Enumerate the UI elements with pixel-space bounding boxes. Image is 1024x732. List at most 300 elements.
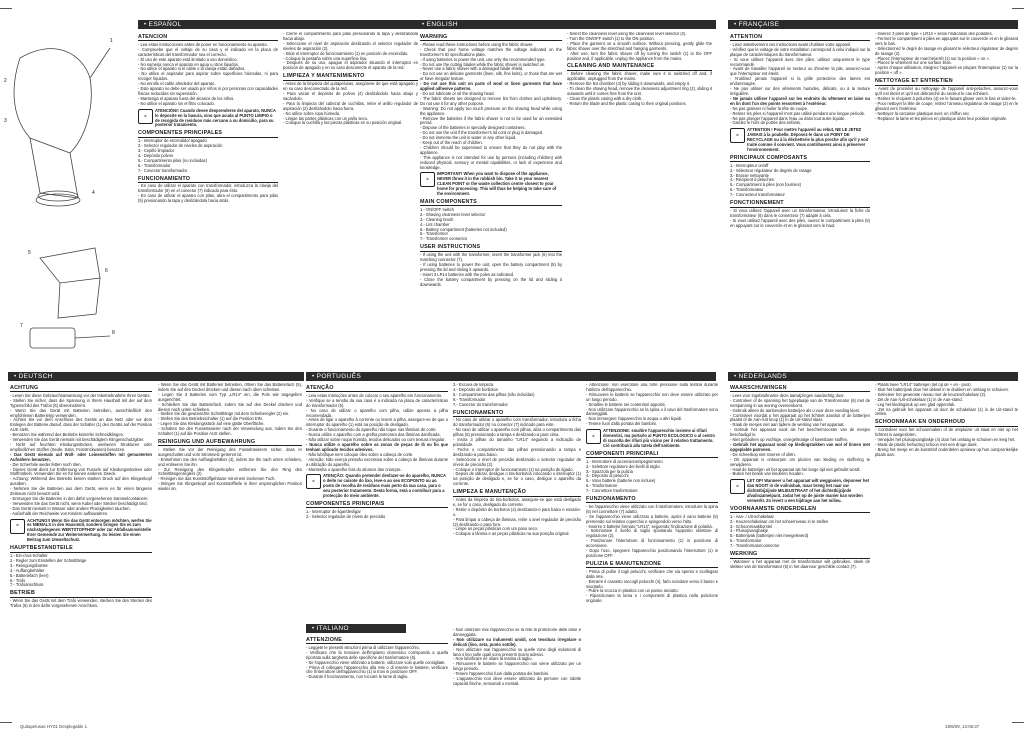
list-item: - Entsorgen Sie die Batterien in den dafür vorgesehenen Sammelcontainern. <box>10 495 149 501</box>
list-item: - No utilice sobre ropa húmeda. <box>283 110 341 116</box>
list-item: - Prima di pulire il togli pelucchi, verificare che sia spento e scollegato dalla rete. <box>586 568 718 579</box>
list-item: 4.- Récipient à peluches <box>730 177 774 183</box>
list-item: - Pour nettoyer la tête de coupe, retirez l'anneau régulateur de rasage (2) en le glissant vers l'extérieur. <box>875 100 1018 111</box>
footer-left: Quitapelusas HY01 Desplegable 1 <box>20 724 88 729</box>
list-item: - Select the cleanness level using the cleanness level selector (2). <box>567 32 687 36</box>
list-item: - No enrolle el cable alrededor del aparato. <box>138 81 216 87</box>
list-item: - If using batteries to power the unit, use only the recommended type. <box>420 56 546 62</box>
recycle-bin-icon: ♻ <box>306 474 321 489</box>
list-item: - Atenção: Não exerça pressão excessiva sobre a cabeça de lâminas durante a utilização do aparelho. <box>306 456 448 467</box>
list-item: 4.- Deposito di pelucchi <box>586 473 629 479</box>
list-item: - Placez l'interrupteur de marche/arrêt (1) sur la position « on ». <box>875 55 990 61</box>
crop-mark <box>0 8 12 9</box>
list-item: 2.- Selettore regolatore dei livelli di taglio <box>586 463 660 469</box>
list-item: 5.- Batteriefach (leer) <box>10 572 49 578</box>
list-item: - Do not use the cutting blades while the fabric shaver is switched on. <box>420 61 546 67</box>
list-item: 6.- Transformer <box>420 231 448 237</box>
list-item: - Tenere fuori dalla portata dei bambini. <box>586 421 657 427</box>
section-heading: WARNING <box>420 34 562 41</box>
list-item: - No caso de utilizar o aparelho com pilha, utilize apenas a pilha recomendada. <box>306 407 448 418</box>
callout-label: 3 <box>4 118 7 124</box>
list-item: - If using the unit with the transformer, insert the transformer jack (6) into the matching connector (7). <box>420 252 562 263</box>
list-item: - Nicht auf feuchten Kleidungsstücken, unebenen Strukturen oder empfindlichen Stoffen (Seide, Satin, Feinstrickwaren) benutzen. <box>10 441 152 452</box>
list-item: - If using batteries to power the unit, open the battery compartment (5) by pressing the lid and sliding it upwards. <box>420 261 562 272</box>
list-item: - Mantenga el aparato fuera del alcance de los niños. <box>138 95 235 101</box>
list-item: - Nettoyez la carcasse plastique avec un chiffon sec. <box>875 110 971 116</box>
list-item: - Insérez 3 piles de type « LR14 » selon l'indication des polarités. <box>875 32 993 36</box>
german-column-2 <box>158 383 302 713</box>
recycling-notice <box>10 519 152 544</box>
list-item: - Cierre el compartimento para pilas presionando la tapa y deslizándola hacia abajo. <box>283 32 418 41</box>
list-item: 7.- Conector transformador <box>138 167 188 173</box>
list-item: - Legen Sie 3 Batterien vom Typ „LR14" ein, die Pole wie angegeben ausgerichtet. <box>158 391 302 402</box>
list-item: - Lisez attentivement ces instructions avant d'utiliser votre appareil. <box>730 41 852 47</box>
section-heading: SCHOONMAAK EN ONDERHOUD <box>875 419 1018 426</box>
list-item: - Dopo l'uso, spegnere l'apparecchio posizionando l'interruttore (1) in posizione OFF. <box>586 548 718 558</box>
list-item: - Gebruik het apparaat nooit op kledingstukken van wol of linnen met opgeplakte patronen. <box>730 441 870 452</box>
list-item: - Verwenden Sie das Gerät niemals mit beschädigtem Klingenschutzgitter. <box>10 437 145 443</box>
list-item: - Do not lubricate or oil the shaving head. <box>420 90 495 96</box>
list-item: - Para limpar a cabeça de lâminas, retire o anel regulador de precisão (2) deslizando-o para fora. <box>453 516 581 527</box>
list-item: - No sumerja nunca el aparato en agua u otros líquidos. <box>138 61 240 67</box>
list-item: - Retirez les piles si l'appareil n'est pas utilisé pendant une longue période. <box>730 110 866 116</box>
list-item: - Verwijder het pluisopvangbakje (4) door het omlaag te schuiven en leeg het. <box>875 437 1016 443</box>
italian-column-1 <box>306 635 448 715</box>
italian-column-2 <box>453 628 581 716</box>
recycle-bin-icon: ♻ <box>730 479 745 494</box>
list-item: - Children should be supervised to ensure that they do not play with the appliance. <box>420 144 562 155</box>
list-item: 2.- Regler zum Einstellen der Schnittlänge <box>10 557 87 563</box>
callout-label: 2 <box>4 78 7 84</box>
list-item: - Stellen Sie sicher, dass die Spannung in Ihrem Haushalt mit der auf dem Typenschild des Trafos (6) übereinstimmt. <box>10 397 152 408</box>
french-column-1 <box>730 32 870 357</box>
list-item: - Legen Sie das Kleidungsstück auf eine glatte Oberfläche. <box>158 421 265 427</box>
section-heading: HAUPTBESTANDTEILE <box>10 545 152 552</box>
list-item: - Never use a fabric shaver with a damaged blade shield. <box>420 66 524 72</box>
list-item: - Tenere l'apparecchio fuori dalla portata dei bambini. <box>453 671 550 677</box>
list-item: 2.- Sélecteur régulateur de degrés de rasage <box>730 167 812 173</box>
list-item: - De scheerkop niet smeren of oliën. <box>730 451 796 457</box>
list-item: - Plaats twee "LR14" batterijen (let op de + en - pool). <box>875 383 972 387</box>
callout-label: 7 <box>20 323 23 329</box>
list-item: - Turn the ON/OFF switch (1) to the ON position. <box>567 35 655 41</box>
list-item: 2.- Selector regulador de níveis de precisão <box>306 513 386 519</box>
section-bar-spanish: • ESPAÑOL <box>138 20 424 29</box>
section-heading: COMPONENTES PRINCIPAIS <box>306 501 448 508</box>
list-item: 5.- Compartiment à piles (non fournies) <box>730 182 801 188</box>
list-item: 2.- Keuzeschakelaar om het scheerniveau in te stellen <box>730 518 829 524</box>
section-heading: WERKING <box>730 551 870 558</box>
notice-text: ATENÇÃO: Quando pretender desfazer-se do aparelho, NUNCA o deite no caixote do lixo, leve-o ao seu ECOPONTO ou ao posto de recolha de resíduos mais perto da sua casa, para o seu posterior tratamento. Desta forma, está a contribuir para a protecção do meio ambiente. <box>323 473 446 499</box>
notice-text: ATENCIÓN!! Cuando desee desprenderse del aparato, NUNCA lo deposite en la basura, sino que acuda al PUNTO LIMPIO o de recogida de residuos más cercano a su domicilio, para su posterior tratamiento. <box>155 107 276 128</box>
list-item: - Durante il funzionamento, non toccare le lame di taglio. <box>306 674 409 680</box>
list-item: - Maak de plastic behuizing schoon met een droge doek. <box>875 441 978 447</box>
list-item: - N'utilisez jamais l'appareil si la grille protectrice des lames est endommagée. <box>730 76 870 87</box>
list-item: - Remove the lint chamber (4) by sliding it downwards, and empty it. <box>567 81 691 87</box>
list-item: - Antes de ligar o aparelho à corrente ou inserir a pilha, assegure-se de que o interruptor do aparelho (1) está na posição de desligado. <box>306 417 448 428</box>
list-item: - Se l'apparecchio viene utilizzato con il trasformatore, introdurre la spina (6) nel connettore (7) adatto. <box>586 503 718 514</box>
dutch-column-1 <box>730 383 870 713</box>
list-item: - Nunca utilize o aparelho sobre as zonas de peças de lã ou fio que tenham aplicado tecidos adesivos. <box>306 441 448 452</box>
list-item: - Remove the batteries if the fabric shaver is not to be used for an extended period. <box>420 115 562 126</box>
list-item: - Este aparato no debe ser usado por niños ni por personas con capacidades físicas reducidas sin supervisión. <box>138 86 278 96</box>
list-item: 7.- Transformatorconnector <box>730 543 780 549</box>
section-heading: COMPONENTES PRINCIPALES <box>138 130 278 137</box>
list-item: - Please read these instructions before using the fabric shaver. <box>420 41 534 47</box>
list-item: - Para la limpieza del cabezal de cuchillas, retire el anillo regulador de aspiración (2) deslizándolo hacia fuera. <box>283 100 418 111</box>
list-item: - Avant de procéder au nettoyage de l'appareil anti-peluches, assurez-vous qu'il est éteint et qu'il est débranché du secteur le cas échéant. <box>875 86 1018 96</box>
list-item: - Buiten het bereik van kinderen houden. <box>730 471 804 477</box>
list-item: - Stellen Sie vor der Reinigung des Fusselrasierers sicher, dass er ausgeschaltet und vom Stromnetz getrennt ist. <box>158 446 302 457</box>
list-item: - Schalten Sie den Fusselrasierer nach der Verwendung aus, indem Sie den Schalter (1) auf die Position AUS stellen. <box>158 426 302 437</box>
list-item: - Reinigen Sie das Kunststoffgehäuse mit einem trockenen Tuch. <box>158 476 276 482</box>
list-item: 7.- Trafoanschluss <box>10 582 44 588</box>
list-item: 5.- Battery compartment (batteries not included) <box>420 226 507 232</box>
recycle-bin-icon: ♻ <box>586 429 601 444</box>
list-item: 5.- Compartimento pilas (no incluidas) <box>138 157 207 163</box>
list-item: 7.- Connecteur transformateur <box>730 192 785 198</box>
callout-label: 1 <box>110 38 113 44</box>
list-item: - Selezionare il livello di taglio spostando l'apposito selettore di regolazione (2). <box>586 528 718 539</box>
list-item: - Do not use the unit if the transformer's lid cord or plug is damaged. <box>420 130 544 136</box>
list-item: - Posizionare l'interruttore di funzionamento (1) in posizione di accensione. <box>586 538 718 549</box>
list-item: - Wenn Sie das Gerät mit Batterien betreiben, öffnen Sie das Batteriefach (5), indem Sie auf den Deckel drücken und diesen nach oben schieben. <box>158 383 302 392</box>
italian-column-3 <box>586 383 718 713</box>
list-item: - Ne pas graisser ni huiler la tête de coupe. <box>730 105 809 111</box>
list-item: 6.- Transformateur <box>730 187 764 193</box>
list-item: - Para vaciar el depósito de polvos (4) deslizándolo hacia abajo y sacándolo. <box>283 90 418 101</box>
list-item: 7.- Connettore trasformatore <box>586 488 638 494</box>
list-item: - This appliance is not intended for use by persons (including children) with reduced physical, sensory or mental capabilities, or lack of experience and knowledge. <box>420 154 562 170</box>
list-item: - Clean the plastic casing with a dry cloth. <box>567 95 643 101</box>
list-item: - Gardez le hors de portée des enfants. <box>730 120 802 126</box>
list-item: - Rimuovere le batterie se l'apparecchio non deve essere utilizzato per un lungo periodo. <box>586 391 718 402</box>
english-column-2 <box>567 32 712 357</box>
list-item: 2.- Selector regulador de niveles de aspiración <box>138 143 223 149</box>
list-item: - Warning: Do not apply too much pressure on the shaving head while using the appliance. <box>420 105 562 116</box>
list-item: - Ne pas utiliser sur des vêtements humides, délicats, ou à la texture irrégulière. <box>730 86 870 96</box>
list-item: - The fabric sheets are designed to remove lint from clothes and upholstery. Do not use it for any other purpose. <box>420 95 562 106</box>
list-item: - No utilice el aparato si el cable o la clavija están dañados. <box>138 66 246 72</box>
list-item: - Non utilizzare mai l'apparecchio su quelle zone degli indumenti di lana o lino sulle quali sono presenti ricami adesivi. <box>453 646 581 657</box>
list-item: 2.- Shaving cleanness level selector <box>420 211 486 217</box>
list-item: - No utilice el aparato sin el filtro colocado. <box>138 100 215 106</box>
list-item: - El uso de este aparato está limitado a uso doméstico. <box>138 56 238 62</box>
list-item: - Gebruik het apparaat nooit als het beschermrooster van de mesjes beschadigd is. <box>730 427 870 438</box>
list-item: - Raak de mesjes niet aan tijdens de werking van het apparaat. <box>730 422 845 428</box>
section-heading: CLEANING AND MAINTENANCE <box>567 63 712 70</box>
list-item: - Stellen Sie die gewünschte Schnittlänge mit dem Schieberegler (2) ein. <box>158 411 290 417</box>
list-item: - Controleer of de spanning het typeplaatje van de Transformator (6) met de netspanning in uw woning overeenkomt. <box>730 397 870 408</box>
list-item: - Dieses Gerät dient zur Entfernung von Fusseln auf Kleidungsstücken oder Stoffmöbeln. Verwenden Sie es für keinen anderen Zweck. <box>10 466 152 477</box>
list-item: 1.- ON/OFF switch <box>420 206 454 212</box>
list-item: 3.- Schoonmaakborstel <box>730 523 773 529</box>
section-heading: FUNCIONAMIENTO <box>138 176 278 183</box>
list-item: - Limpie las partes plásticas con un paño seco. <box>283 115 369 121</box>
section-heading: VOORNAAMSTE ONDERDELEN <box>730 506 870 513</box>
list-item: - Seleccione o nível de precisão deslizando o selector regulador de níveis de precisão (2). <box>453 456 581 467</box>
list-item: - Durante o funcionamento do aparelho não toque nas lâminas de corte. <box>306 427 437 433</box>
list-item: - Retirez le récipient à peluches (4) en le faisant glisser vers le bas et videz-le. <box>875 95 1017 101</box>
list-item: 4.- Auffangbehälter <box>10 567 45 573</box>
recycle-bin-icon: ♻ <box>420 172 435 187</box>
list-item: - En caso de utilizar el aparato con transformador, introduzca la clavija del transformador (6) en el conector (7) indicado para ésto. <box>138 183 278 194</box>
list-item: 5.- Batterijvak (batterijen niet meegeleverd) <box>730 533 809 539</box>
list-item: 6.- Transformador <box>138 162 171 168</box>
callout-label: 4 <box>92 190 95 196</box>
list-item: - Place the garment on a smooth surface. Without pressing, gently glide the fabric shaver over the stretched and hanging garments. <box>567 40 712 51</box>
list-item: - Non utilizzare l'apparecchio se la spina o il cavo del trasformatore sono danneggiati. <box>586 406 718 417</box>
list-item: - Haal de batterijen uit het apparaat als het lange tijd niet gebruikt wordt. <box>730 466 861 472</box>
list-item: - Achtung: Während des Betriebs keinen starken Druck auf den Klingenkopf ausüben. <box>10 476 152 487</box>
english-column-1 <box>420 32 562 357</box>
list-item: - Feche o compartimento das pilhas pressionando a tampa e deslizando-a para baixo. <box>453 446 581 457</box>
notice-text: ATTENTION ! Pour mettre l'appareil au rebut, NE LE JETEZ JAMAIS à la poubelle. Déposez-le dans un POINT DE RECYCLAGE ou à la déchetterie la plus proche afin qu'il y soit traité comme il convient. Vous contribuerez ainsi à préserver l'environnement. <box>747 127 869 152</box>
list-item: - Smaltire le batterie nei contenitori appositi. <box>586 401 666 407</box>
list-item: - No utilice el aspirador para aspirar sobre superficies húmedas, ni para recoger líquidos. <box>138 71 278 82</box>
list-item: - Coloque a lâmina e as peças plásticas na sua posição original. <box>453 531 570 537</box>
fabric-shaver-drawing <box>0 18 135 358</box>
list-item: - Seleccione el nivel de aspiración deslizando el selector regulador de niveles de aspiración (2). <box>283 40 418 51</box>
list-item: 7.- Transformer connector <box>420 236 468 242</box>
section-bar-portuguese: • PORTUGUÊS <box>306 372 716 381</box>
section-heading: LIMPEZA E MANUTENÇÃO <box>453 489 581 496</box>
list-item: - Leg het kledingstuk op een glad oppervlak. <box>875 401 956 407</box>
recycling-notice <box>420 172 562 197</box>
list-item: - No caso de utilizar o aparelho com pilhas, abra o compartimento das pilhas (5) pressionando a tampa e deslizando-a para cima. <box>453 427 581 438</box>
list-item: - Das Gerät niemals in Wasser oder andere Flüssigkeiten tauchen. <box>10 505 131 511</box>
section-bar-english: • ENGLISH <box>416 20 716 29</box>
list-item: 4.- Depósito polvos <box>138 152 174 158</box>
section-bar-german: • DEUTSCH <box>8 372 304 381</box>
section-heading: MAIN COMPONENTS <box>420 199 562 206</box>
footer-right: 19/6/09, 13:06:37 <box>945 724 980 729</box>
list-item: - Placez le vêtement sur une surface lisse. <box>875 60 952 66</box>
list-item: - Estrarre il cassetto raccogli pelucchi (4), farlo scivolare verso il basso e svuotarlo. <box>586 578 718 589</box>
list-item: - Nunca utilize o aparelho com a grelha protectora das lâminas danificada. <box>306 432 441 438</box>
portuguese-column-1 <box>306 383 448 623</box>
list-item: 3.- Reinigungsbürste <box>10 562 48 568</box>
list-item: 5.- Compartimento das pilhas (não incluídas) <box>453 391 535 397</box>
german-column-1 <box>10 383 152 713</box>
list-item: - Wenn Sie das Gerät mit Batterien betreiben, ausschließlich den empfohlenen Batterietyp verwenden. <box>10 407 152 418</box>
section-heading: ATENCION <box>138 34 278 41</box>
list-item: - Do not immerse the unit in water or any other liquid. <box>420 135 517 141</box>
list-item: - Do not use this unit on parts of wool or linen garments that have applied adhesive patterns. <box>420 81 562 92</box>
list-item: - Si vous utilisez l'appareil avec des piles, utilisez uniquement le type recommandé. <box>730 56 870 67</box>
recycle-bin-icon: ♻ <box>10 519 25 534</box>
list-item: 1.- Ein-/Aus-Schalter <box>10 553 48 558</box>
list-item: - Non utilizzare mai l'apparecchio se la rete di protezione delle lame è danneggiata. <box>453 628 581 637</box>
list-item: - Achten Sie vor dem Anschluss des Geräts an das Netz oder vor dem Einlegen der Batterie darauf, dass der Schalter (1) des Geräts auf der Position AUS steht. <box>10 417 152 433</box>
list-item: - Dit apparaat is ontworpen om pluizen van kleding en stoffering te verwijderen. <box>730 456 870 467</box>
callout-label: 5 <box>28 250 31 256</box>
list-item: - Sitúe el interruptor de funcionamiento (1) en posición de encendido. <box>283 50 409 56</box>
notice-text: LET OP! Wanneer u het apparaat wilt weggooien, deponeer het dan NOOIT in de vuilnisbak, maar breng het naar uw dichtstbijzijnde MILIEUSTRAAT of het dichtstbijzijnde afvalinzamelpunt, zodat het op de juiste manier kan worden verwerkt. Zo levert u een bijdrage aan het milieu. <box>747 478 869 503</box>
list-item: - Non immergere l'apparecchio in acqua o altri liquidi. <box>586 416 683 422</box>
list-item: - Zet de Aan-/Uit-schakelaar (1) in de Aan-stand. <box>875 396 963 402</box>
list-item: - Wenn Sie das Gerät mit dem Trafo verwenden, stecken Sie den Stecker des Trafos (6) in den dafür vorgesehenen Anschluss. <box>10 598 152 609</box>
list-item: 3.- Escova de limpeza <box>453 383 494 387</box>
recycle-bin-icon: ♻ <box>138 109 153 124</box>
list-item: - Schließen Sie das Batteriefach, indem Sie auf den Deckel drücken und diesen nach unten schieben. <box>158 401 302 412</box>
section-heading: NETTOYAGE ET ENTRETIEN <box>875 78 1018 85</box>
list-item: - Zur Reinigung des Klingenkopfes entfernen Sie den Ring des Schnittlängenreglers (2). <box>158 466 302 477</box>
list-item: - Prima di collegare l'apparecchio alla rete o di inserire le batterie, verificare che l'interruttore dell'apparecchio (1) si trovi in posizione OFF. <box>306 664 448 675</box>
list-item: 3.- Spazzola per la pulizia <box>586 468 633 474</box>
list-item: 6.- Trafo <box>10 577 26 583</box>
recycling-notice <box>586 429 718 449</box>
list-item: - Insira 3 pilhas do tamanho "LR14" seguindo a indicação de polaridade. <box>453 437 581 447</box>
list-item: 7.- Conector do transformador <box>453 401 508 407</box>
list-item: - Replacez la lame et les pièces en plastique dans leur position originale. <box>875 115 1007 121</box>
crop-mark <box>1012 8 1024 9</box>
list-item: - Inserire 3 batterie formato "LR14", seguendo l'indicazione di polarità. <box>586 523 713 529</box>
list-item: - Attenzione: non esercitare una forte pressione sulla testina durante l'utilizzo dell'apparecchio. <box>586 383 718 392</box>
list-item: - Limpe as peças plásticas com um pano seco. <box>453 526 539 532</box>
section-heading: FUNZIONAMENTO <box>586 496 718 503</box>
list-item: - Mantenha o aparelho fora do alcance das crianças. <box>306 466 402 472</box>
section-heading: COMPONENTI PRINCIPALI <box>586 451 718 458</box>
list-item: - Gebruik alleen de aanbevolen batterijen als u voor deze voeding kiest. <box>730 407 860 413</box>
list-item: - Coloque o interruptor de funcionamento (1) na posição de ligado. <box>453 466 574 472</box>
list-item: - Non utilizzare su indumenti umidi, con tessitura irregolare o delicati (lino, seta, punto sottile). <box>453 636 581 647</box>
section-heading: PULIZIA E MANUTENZIONE <box>586 561 718 568</box>
list-item: 1.- Interruptor de encendido/ apagado <box>138 138 207 144</box>
list-item: 3.- Cepillo limpiador <box>138 148 175 154</box>
recycling-notice <box>730 479 870 504</box>
list-item: - Après chaque utilisation, éteignez l'appareil en plaçant l'interrupteur (1) sur la position « off ». <box>875 65 1018 76</box>
crop-mark <box>0 722 12 723</box>
french-column-2 <box>875 32 1018 357</box>
recycling-notice <box>306 474 448 499</box>
list-item: - Nehmen Sie die Batterien aus dem Gerät, wenn es für einen längeren Zeitraum nicht benutzt wird. <box>10 486 152 497</box>
crop-mark <box>1012 722 1024 723</box>
list-item: - Die Scherfolie weder fetten noch ölen. <box>10 461 82 467</box>
list-item: - L'apparecchio non deve essere utilizzato da persone con ridotte capacità fisiche, sensoriali o mentali. <box>453 676 581 686</box>
list-item: 3.- Cleaning brush <box>420 216 454 222</box>
spanish-column-1 <box>138 32 278 357</box>
list-item: 3.- Brosse nettoyante <box>730 172 769 178</box>
list-item: - Keep out of the reach of children. <box>420 140 483 146</box>
list-item: - Ne jamais utiliser l'appareil sur les endroits du vêtement en laine ou en lin dont l'un des points ressortent à l'extérieur. <box>730 95 870 106</box>
list-item: - Riposizionare la lama e i componenti di plastica nella posizione originale. <box>586 593 718 604</box>
list-item: - Zet na gebruik het apparaat uit door de schakelaar (1) in de Uit-stand te zetten. <box>875 406 1018 417</box>
list-item: - Fermez le compartiment à piles en appuyant sur le couvercle et en le glissant vers le bas. <box>875 35 1018 46</box>
recycle-bin-icon: ♻ <box>730 128 745 143</box>
list-item: 6.- Transformator <box>730 538 762 544</box>
list-item: - Vérifiez que le voltage de votre installation correspond à celui indiqué sur la plaque de caractéristiques du transformateur. <box>730 46 870 57</box>
list-item: - Dispose of the batteries in specially designed containers. <box>420 125 526 131</box>
list-item: - Não utilizar sobre roupa húmida, tecidos delicados ou com textura irregular. <box>306 437 446 443</box>
list-item: - Check that your home voltage matches the voltage indicated on the transformer's ID specifications plate. <box>420 46 562 57</box>
list-item: - Non lubrificare né oliare la testina di taglio. <box>453 656 533 662</box>
list-item: - Avant de travailler l'appareil se secteur ou d'insérer la pile, assurez-vous que l'interrupteur est éteint. <box>730 66 870 77</box>
list-item: - Se l'apparecchio viene utilizzato a batterie, aprire il vano batterie (5) premendo sul relativo coperchio e spingendolo verso l'alto. <box>586 513 718 524</box>
list-item: - Depois de utilizar, desligue o tira-borbotos colocando o interruptor (1) na posição de desligado e, se for o caso, desligue o aparelho da corrente. <box>453 471 581 487</box>
list-item: - Before cleaning the fabric shaver, make sure it is switched off and, if applicable, unplugged from the mains. <box>567 71 712 82</box>
recycling-notice <box>730 128 870 153</box>
list-item: 1.- Interruptor de ligar/desligar <box>306 508 361 514</box>
list-item: - Não lubrifique nem coloque óleo sobre a cabeça de corte. <box>306 451 414 457</box>
section-heading: ACHTUNG <box>10 385 152 392</box>
list-item: - Controleer voor het schoonmaken of de ontpluizer uit staat en niet op het lichtnet is aangesloten. <box>875 427 1018 438</box>
list-item: - After use, turn the fabric shaver off by turning the switch (1) to the OFF position and, if applicable, unplug the appliance from the mains. <box>567 50 712 61</box>
section-heading: ATTENTION <box>730 34 870 41</box>
list-item: - Coloque la pestaña sobre una superficie lisa. <box>283 55 368 61</box>
list-item: - Bringen Sie Klingenkopf und Kunststoffteile in ihrer ursprünglichen Position wieder an. <box>158 481 302 492</box>
list-item: - Benutzen Sie während des Betriebs keinerlei Schneidklingen. <box>10 432 125 438</box>
section-heading: LIMPIEZA Y MANTENIMIENTO <box>283 73 418 80</box>
list-item: - Compruebe que el voltaje de su casa y el indicado en la placa de características del transformador sea el correcto. <box>138 46 278 57</box>
callout-label: 6 <box>105 268 108 274</box>
section-heading: REINIGUNG UND AUFBEWAHRUNG <box>158 439 302 446</box>
list-item: - Stellen Sie den Betriebsschalter (1) auf die Position EIN. <box>158 416 263 422</box>
list-item: - Lesen Sie diese Gebrauchsanweisung vor der Inbetriebnahme Ihres Geräts. <box>10 392 151 398</box>
list-item: - Después de su uso, apague el aspirador situando el interruptor en posición de apagado y en su caso desconecte el aparato de la red. <box>283 60 418 71</box>
list-item: 4.- Lint chamber <box>420 221 450 227</box>
list-item: 6.- Trasformatore <box>586 483 618 489</box>
list-item: - Rimuovere le batterie se l'apparecchio non viene utilizzato per un lungo periodo. <box>453 661 581 672</box>
notice-text: ATTENZIONE: smaltire l'apparecchio insieme ai rifiuti domestici, ma portarlo al PUNTO ECOLOGICO o al centro di raccolta dei rifiuti più vicino per il relativo trattamento. Ciò contribuirà alla tutela dell'ambiente. <box>603 428 715 448</box>
list-item: 4.- Depósito de borbotos <box>453 386 498 392</box>
list-item: - Pulire la scocca in plastica con un panno asciutto. <box>586 588 679 594</box>
list-item: - Antes de la limpieza del quitapelusas, asegúrese de que está apagado y en su caso desconectado de la red. <box>283 81 418 92</box>
callout-label: 8 <box>112 330 115 336</box>
section-bar-dutch: • NEDERLANDS <box>728 372 1018 381</box>
list-item: 1.- Interrupteur on/off <box>730 162 769 168</box>
list-item: - Si vous utilisez l'appareil avec un transformateur, introduisez la fiche du transformateur (6) dans le connecteur (7) adapté à cela. <box>730 208 870 218</box>
list-item: - Antes da limpeza do tira-borbotos, assegure-se que está desligado e, se for o caso, desligado da corrente. <box>453 497 581 507</box>
list-item: 5.- Vano batterie (batterie non incluse) <box>586 478 656 484</box>
list-item: - Retire o depósito de borbotos (4) deslizando-o para baixo e esvazie-o. <box>453 506 581 517</box>
section-heading: ATTENZIONE <box>306 637 448 644</box>
list-item: - Verwenden Sie das Gerät nicht, wenn Kabel oder Stecker beschädigt sind. <box>10 500 148 506</box>
list-item: 6.- Transformador <box>453 396 486 402</box>
list-item: - Ne pas plonger l'appareil dans l'eau ou dans tout autre liquide. <box>730 115 846 121</box>
list-item: - Controleer voordat u het apparaat op het lichtnet aansluit of de batterijen plaatst of de Aan-/Uit knop (1) in de Uit-stand staat. <box>730 412 870 423</box>
dutch-column-2 <box>875 383 1018 713</box>
list-item: - Lees voor ingebruikname deze aanwijzingen aandachtig door. <box>730 392 845 398</box>
recycling-notice <box>138 109 278 129</box>
list-item: - Außerhalb der Reichweite von Kindern aufbewahren. <box>10 510 109 516</box>
list-item: - No caso de utilizar o aparelho com transformador, introduza a ficha do transformador (6) no conector (7) indicado para este. <box>453 417 581 428</box>
list-item: - Do not use on delicate garments (linen, silk, fine knits), or those that are wet or have irregular texture. <box>420 71 562 82</box>
list-item: - Wanneer u het apparaat met de transformator wilt gebruiken, steek de stekker van de transformator (6) in het daarvoor geschikte contact (7). <box>730 559 870 569</box>
section-bar-italian: • ITALIANO <box>306 624 406 633</box>
notice-text: IMPORTANT! When you want to dispose of the appliance, NEVER throw it in the rubbish bin. Take it to your nearest CLEAN POINT or the waste collection centre closest to your home for processing. This will thus be helping to take care of the environment. <box>437 171 557 197</box>
list-item: - Close the battery compartment by pressing on the lid and sliding it downwards. <box>420 276 562 287</box>
section-heading: FONCTIONNEMENT <box>730 200 870 207</box>
list-item: - Si vous utilisez l'appareil avec des piles, ouvrez le compartiment à piles (5) en appuyant sur le couvercle et en le glissant vers le haut. <box>730 217 870 228</box>
section-heading: ATENÇÃO <box>306 385 448 392</box>
spanish-column-2 <box>283 32 418 357</box>
list-item: - Return the blade and the plastic casing to their original positions. <box>567 100 687 106</box>
list-item: - Verifique se a tensão da sua casa é a indicada na placa de características do transformador (6). <box>306 397 448 408</box>
list-item: 4.- Pluisopvangbakje <box>730 528 769 534</box>
list-item: - Niet gebruiken op vochtige, onregelmatige of kwetsbare stoffen. <box>730 437 849 443</box>
notice-text: ACHTUNG!! Wenn Sie das Gerät entsorgen möchten, werfen Sie es NIEMALS in den Hausmüll, sondern bringen Sie es zum nächstgelegenen WERTSTOFFHOF oder zur Abfallsammelstelle Ihrer Gemeinde zur Weiterverwertung. So leisten Sie einen Beitrag zum Umweltschutz. <box>27 517 152 543</box>
section-bar-french: • FRANÇAISE <box>728 20 1018 29</box>
list-item: - Leggete le presenti istruzioni prima di utilizzare l'apparecchio. <box>306 644 420 650</box>
list-item: - Verificare che la tensione dell'impianto domestico corrisponda a quella riportata sulla targhetta delle specifiche del trasformatore (6). <box>306 649 448 660</box>
list-item: - Das Gerät niemals auf Woll- oder Leinenstoffen mit gemusterten Aufnähern benutzen. <box>10 451 152 462</box>
section-heading: PRINCIPAUX COMPOSANTS <box>730 155 870 162</box>
list-item: - Entnehmen Sie den Auffangbehälter (4), indem Sie ihn nach unten schieben, und entleeren Sie ihn. <box>158 456 302 467</box>
list-item: - Coloque la cuchilla y las piezas plásticas en su posición original. <box>283 120 403 126</box>
section-heading: FUNCIONAMENTO <box>453 410 581 417</box>
list-item: 1.- Aan- / Uit-schakelaar <box>730 513 774 519</box>
